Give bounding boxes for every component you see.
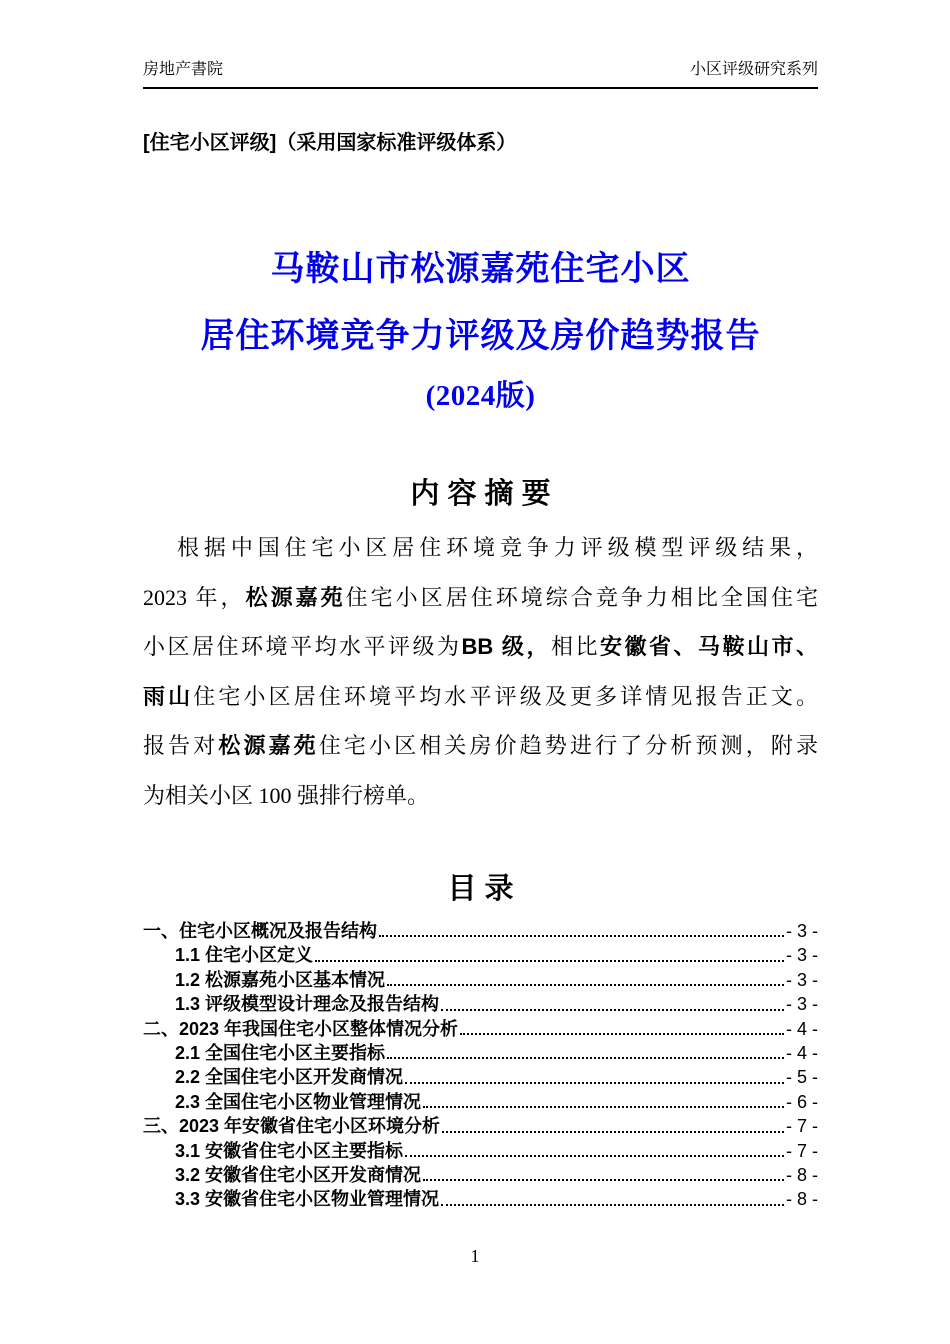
body-text: 2023 年， <box>143 584 246 610</box>
body-text: 住宅小区居住环境平均水平评级及更多详情见报告正文。 <box>193 683 818 709</box>
toc-entry-page: - 6 - <box>785 1091 818 1112</box>
emphasis-text: 松源嘉苑 <box>245 584 346 610</box>
toc-entry-label: 3.1 安徽省住宅小区主要指标 <box>175 1140 404 1161</box>
toc-entry-page: - 8 - <box>785 1164 818 1185</box>
page-number: 1 <box>470 1246 480 1266</box>
summary-line <box>143 672 818 722</box>
summary-line <box>143 721 818 771</box>
body-text: 为相关小区 100 强排行榜单。 <box>143 782 430 808</box>
toc-entry-page: - 4 - <box>785 1018 818 1039</box>
summary-line <box>143 573 818 623</box>
header-right-text: 小区评级研究系列 <box>689 61 818 78</box>
toc-dot-leader <box>442 1131 784 1133</box>
summary-line <box>143 771 818 821</box>
toc-entry <box>143 943 818 967</box>
body-text: 相比 <box>550 634 600 659</box>
toc-dot-leader <box>423 1179 784 1181</box>
body-text: 住宅小区相关房价趋势进行了分析预测，附录 <box>318 733 818 758</box>
toc-heading: 目 录 <box>447 873 514 905</box>
rating-system-tag: [住宅小区评级]（采用国家标准评级体系） <box>143 132 517 154</box>
emphasis-text: BB 级， <box>461 634 551 659</box>
toc-entry-page: - 7 - <box>785 1140 818 1161</box>
toc-entry <box>143 1065 818 1089</box>
summary-line <box>143 622 818 672</box>
toc-entry-label: 3.2 安徽省住宅小区开发商情况 <box>175 1164 422 1185</box>
toc-entry <box>143 1187 818 1211</box>
report-title-line1: 马鞍山市松源嘉苑住宅小区 <box>270 251 691 288</box>
toc-entry <box>143 1090 818 1114</box>
toc-entry-label: 1.1 住宅小区定义 <box>175 945 314 966</box>
toc-entry-page: - 3 - <box>785 994 818 1015</box>
toc-dot-leader <box>441 1009 784 1011</box>
toc-entry-page: - 7 - <box>785 1116 818 1137</box>
summary-paragraph <box>143 523 818 820</box>
toc-entry <box>143 1163 818 1187</box>
toc-dot-leader <box>441 1204 784 1206</box>
toc-entry <box>143 919 818 943</box>
toc-dot-leader <box>405 1082 784 1084</box>
toc-entry-label: 2.2 全国住宅小区开发商情况 <box>175 1067 404 1088</box>
toc-entry-page: - 3 - <box>785 969 818 990</box>
toc-dot-leader <box>387 1057 784 1059</box>
toc-dot-leader <box>315 960 784 962</box>
toc-entry-label: 2.1 全国住宅小区主要指标 <box>175 1042 386 1063</box>
toc-entry-label: 二、2023 年我国住宅小区整体情况分析 <box>143 1018 459 1039</box>
header-left-text: 房地产書院 <box>143 61 224 78</box>
emphasis-text: 安徽省、马鞍山市、 <box>599 634 818 659</box>
emphasis-text: 松源嘉苑 <box>218 733 319 758</box>
emphasis-text: 雨山 <box>143 683 194 709</box>
toc-entry-page: - 4 - <box>785 1042 818 1063</box>
toc-entry-label: 3.3 安徽省住宅小区物业管理情况 <box>175 1189 440 1210</box>
toc-entry-label: 一、住宅小区概况及报告结构 <box>143 920 377 941</box>
toc-dot-leader <box>423 1106 784 1108</box>
toc-entry-label: 三、2023 年安徽省住宅小区环境分析 <box>143 1116 441 1137</box>
body-text: 报告对 <box>143 733 219 758</box>
body-text: 小区居住环境平均水平评级为 <box>143 634 462 659</box>
toc-entry <box>143 992 818 1016</box>
toc-entry-page: - 8 - <box>785 1189 818 1210</box>
toc-entry <box>143 1017 818 1041</box>
toc-dot-leader <box>387 984 784 986</box>
toc-entry-label: 1.3 评级模型设计理念及报告结构 <box>175 994 440 1015</box>
toc-dot-leader <box>405 1155 784 1157</box>
summary-line <box>143 523 818 573</box>
report-title-line2: 居住环境竞争力评级及房价趋势报告 <box>200 318 761 355</box>
toc-entry <box>143 1041 818 1065</box>
report-title-edition: (2024版) <box>425 380 536 412</box>
toc-entry-label: 1.2 松源嘉苑小区基本情况 <box>175 969 386 990</box>
toc-entry-page: - 3 - <box>785 920 818 941</box>
toc-dot-leader <box>379 935 784 937</box>
body-text: 根据中国住宅小区居住环境竞争力评级模型评级结果， <box>177 535 818 560</box>
toc-entry-page: - 3 - <box>785 945 818 966</box>
toc-entry-page: - 5 - <box>785 1067 818 1088</box>
table-of-contents <box>143 919 818 1212</box>
toc-entry-label: 2.3 全国住宅小区物业管理情况 <box>175 1091 422 1112</box>
page-header <box>143 60 818 89</box>
toc-entry <box>143 968 818 992</box>
body-text: 住宅小区居住环境综合竞争力相比全国住宅 <box>345 584 818 610</box>
toc-entry <box>143 1139 818 1163</box>
toc-dot-leader <box>460 1033 784 1035</box>
summary-heading: 内 容 摘 要 <box>410 478 551 510</box>
toc-entry <box>143 1114 818 1138</box>
